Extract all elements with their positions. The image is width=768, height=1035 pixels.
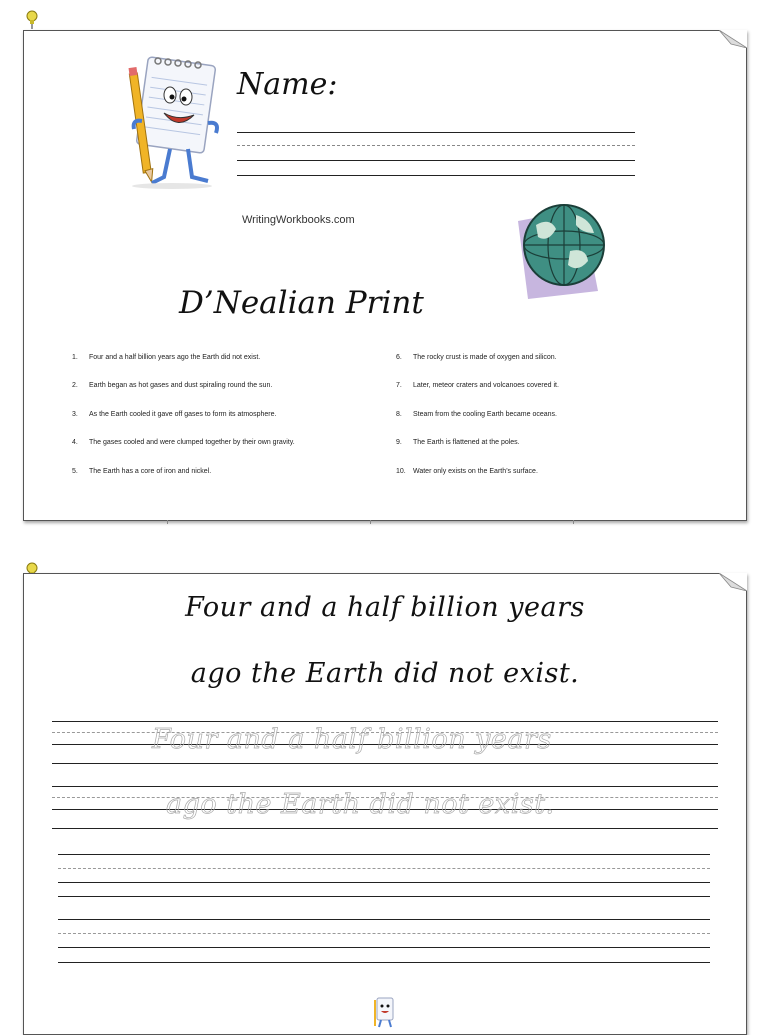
globe-icon [516,203,608,303]
list-item: 6. The rocky crust is made of oxygen and silicon. [396,354,557,361]
list-item: 1. Four and a half billion years ago the Earth did not exist. [72,354,261,361]
list-item: 7. Later, meteor craters and volcanoes covered it. [396,382,559,389]
name-guide-line [237,145,635,146]
fold-mark [370,520,371,524]
writing-top-line [52,721,718,722]
fold-mark [573,520,574,524]
name-line [237,160,635,161]
practice-sheet [23,573,747,1035]
list-item: 3. As the Earth cooled it gave off gases to form its atmosphere. [72,411,277,418]
list-item: 4. The gases cooled and were clumped together by their own gravity. [72,439,295,446]
list-item: 2. Earth began as hot gases and dust spiraling round the sun. [72,382,273,389]
writing-top-line [58,919,710,920]
tracing-line-1: Four and a half billion years [152,724,552,755]
worksheet-cover [23,30,747,521]
writing-descender-line [58,962,710,963]
writing-descender-line [58,896,710,897]
site-url: WritingWorkbooks.com [242,214,355,226]
model-sentence-line-1: Four and a half billion years [185,592,585,623]
writing-base-line [58,882,710,883]
list-item: 9. The Earth is flattened at the poles. [396,439,520,446]
page-curl-icon [719,573,747,591]
writing-descender-line [52,763,718,764]
notepad-mascot-icon [369,994,399,1030]
notepad-mascot-icon [112,51,232,191]
page-curl-icon [719,30,747,48]
writing-base-line [58,947,710,948]
name-line [237,132,635,133]
writing-top-line [58,854,710,855]
worksheet-title: D’Nealian Print [179,285,424,321]
writing-descender-line [52,828,718,829]
writing-mid-line [58,933,710,934]
list-item: 8. Steam from the cooling Earth became oceans. [396,411,557,418]
name-line [237,175,635,176]
writing-mid-line [58,868,710,869]
model-sentence-line-2: ago the Earth did not exist. [190,658,580,689]
list-item: 10. Water only exists on the Earth’s surface. [396,468,538,475]
writing-top-line [52,786,718,787]
list-item: 5. The Earth has a core of iron and nickel. [72,468,212,475]
pushpin-icon [24,10,40,30]
tracing-line-2: ago the Earth did not exist. [166,789,555,820]
fold-mark [167,520,168,524]
name-label: Name: [237,67,338,102]
